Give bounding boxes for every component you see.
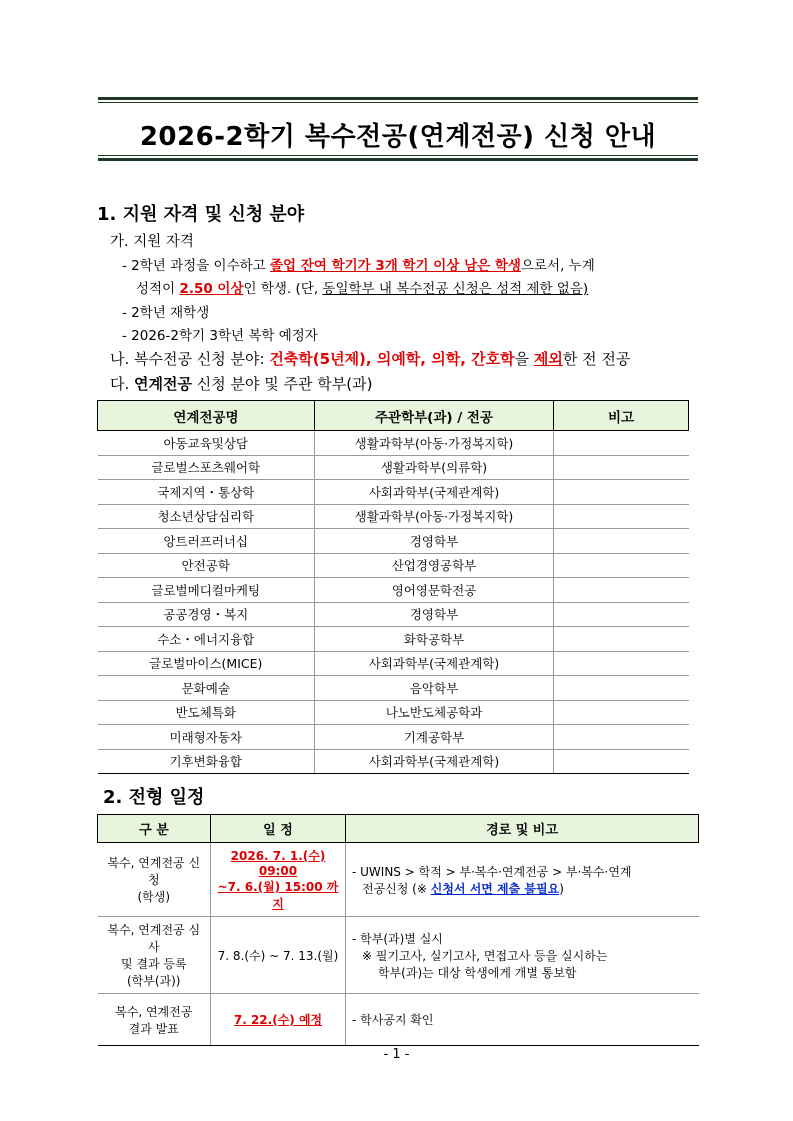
linked-major-cell: 공공경영・복지 <box>98 602 315 627</box>
header-route-note: 경로 및 비고 <box>346 815 699 843</box>
table-row <box>98 627 689 652</box>
category-line: 복수, 연계전공 <box>115 1004 193 1019</box>
table-row <box>98 917 699 994</box>
na-text-c: 을 <box>514 350 534 368</box>
schedule-table <box>97 814 699 1046</box>
note-line: 학부(과)는 대상 학생에게 개별 통보함 <box>378 965 577 980</box>
table-header-row <box>98 815 699 843</box>
linked-major-cell: 반도체특화 <box>98 700 315 725</box>
linked-major-cell: 청소년상담심리학 <box>98 504 315 529</box>
department-cell: 산업경영공학부 <box>315 553 554 578</box>
q1-text-f: 인 학생. (단, <box>243 281 323 297</box>
schedule-cell <box>211 994 346 1046</box>
department-cell: 영어영문학전공 <box>315 578 554 603</box>
title-bottom-rule <box>98 158 698 161</box>
schedule-end: ~7. 6.(월) 15:00 까지 <box>217 880 339 911</box>
category-cell <box>98 843 211 917</box>
header-department: 주관학부(과) / 전공 <box>315 401 554 431</box>
linked-major-cell: 미래형자동차 <box>98 725 315 750</box>
excluded-word: 제외 <box>533 350 563 368</box>
qualification-item-1 <box>122 254 595 274</box>
section2-heading: 2. 전형 일정 <box>103 787 205 808</box>
note-cell <box>554 725 689 750</box>
linked-major-cell: 글로벌메디컬마케팅 <box>98 578 315 603</box>
q1-text-d: 성적이 <box>136 281 180 297</box>
note-cell <box>554 578 689 603</box>
category-line: 및 결과 등록 <box>120 957 187 971</box>
header-schedule: 일 정 <box>211 815 346 843</box>
department-cell: 생활과학부(의류학) <box>315 455 554 480</box>
category-line: 결과 발표 <box>128 1021 179 1036</box>
table-row <box>98 455 689 480</box>
note-cell <box>554 627 689 652</box>
page-title: 2026-2학기 복수전공(연계전공) 신청 안내 <box>139 122 657 152</box>
category-cell <box>98 917 211 994</box>
table-row <box>98 553 689 578</box>
table-row <box>98 529 689 554</box>
note-line: - 학부(과)별 실시 <box>352 931 443 946</box>
na-text-a: 나. 복수전공 신청 분야: <box>110 350 270 368</box>
department-cell: 경영학부 <box>315 602 554 627</box>
section1-heading: 1. 지원 자격 및 신청 분야 <box>97 204 305 225</box>
department-cell: 화학공학부 <box>315 627 554 652</box>
linked-major-cell: 기후변화융합 <box>98 749 315 774</box>
table-row <box>98 578 689 603</box>
qualification-label: 가. 지원 자격 <box>110 234 194 250</box>
linked-major-heading <box>110 373 372 394</box>
da-linked: 연계전공 <box>134 375 192 393</box>
title-bottom-rule-thin <box>98 155 698 156</box>
department-cell: 사회과학부(국제관계학) <box>315 651 554 676</box>
da-text-a: 다. <box>110 375 135 393</box>
linked-major-cell: 글로벌스포츠웨어학 <box>98 455 315 480</box>
linked-major-table-body <box>98 431 689 774</box>
title-top-rule <box>98 97 698 100</box>
note-cell <box>554 676 689 701</box>
note-text: ) <box>559 881 564 896</box>
linked-major-table <box>97 400 689 774</box>
schedule-cell: 7. 8.(수) ~ 7. 13.(월) <box>211 917 346 994</box>
note-cell: - 학사공지 확인 <box>346 994 699 1046</box>
note-cell <box>554 749 689 774</box>
table-row <box>98 480 689 505</box>
department-cell: 생활과학부(아동·가정복지학) <box>315 504 554 529</box>
category-line: (학부(과)) <box>126 974 181 988</box>
department-cell: 나노반도체공학과 <box>315 700 554 725</box>
note-cell <box>346 917 699 994</box>
qualification-item-2: - 2학년 재학생 <box>122 305 210 321</box>
department-cell: 생활과학부(아동·가정복지학) <box>315 431 554 456</box>
q1-text-c: 으로서, 누계 <box>520 258 595 274</box>
note-line: ※ 필기고사, 실기고사, 면접고사 등을 실시하는 <box>362 948 608 963</box>
table-row <box>98 994 699 1046</box>
note-cell <box>554 480 689 505</box>
linked-major-cell: 안전공학 <box>98 553 315 578</box>
result-date: 7. 22.(수) 예정 <box>233 1013 323 1027</box>
note-cell <box>346 843 699 917</box>
department-cell: 사회과학부(국제관계학) <box>315 749 554 774</box>
q1-exception: 동일학부 내 복수전공 신청은 성적 제한 없음) <box>322 281 589 297</box>
linked-major-cell: 국제지역・통상학 <box>98 480 315 505</box>
excluded-majors: 건축학(5년제), 의예학, 의학, 간호학 <box>269 350 515 368</box>
category-line: (학생) <box>137 890 171 904</box>
table-row <box>98 749 689 774</box>
note-cell <box>554 553 689 578</box>
note-text: 전공신청 (※ <box>362 881 431 896</box>
note-line <box>352 880 693 897</box>
note-highlight: 신청서 서면 제출 불필요 <box>430 881 560 896</box>
schedule-start: 2026. 7. 1.(수) 09:00 <box>230 849 326 878</box>
category-cell <box>98 994 211 1046</box>
department-cell: 음악학부 <box>315 676 554 701</box>
note-cell <box>554 602 689 627</box>
note-line: - UWINS > 학적 > 부·복수·연계전공 > 부·복수·연계 <box>352 864 632 879</box>
title-top-rule-thin <box>98 102 698 103</box>
note-cell <box>554 651 689 676</box>
linked-major-cell: 글로벌마이스(MICE) <box>98 651 315 676</box>
double-major-fields <box>110 348 630 369</box>
table-row <box>98 676 689 701</box>
category-line: 복수, 연계전공 심사 <box>107 923 201 954</box>
note-cell <box>554 529 689 554</box>
table-row <box>98 504 689 529</box>
department-cell: 경영학부 <box>315 529 554 554</box>
table-row <box>98 602 689 627</box>
linked-major-cell: 문화예술 <box>98 676 315 701</box>
department-cell: 사회과학부(국제관계학) <box>315 480 554 505</box>
note-cell <box>554 455 689 480</box>
table-row <box>98 700 689 725</box>
qualification-item-3: - 2026-2학기 3학년 복학 예정자 <box>122 328 318 344</box>
table-row <box>98 431 689 456</box>
table-header-row <box>98 401 689 431</box>
header-category: 구 분 <box>98 815 211 843</box>
department-cell: 기계공학부 <box>315 725 554 750</box>
table-row <box>98 725 689 750</box>
na-text-e: 한 전 전공 <box>562 350 631 368</box>
q1-text-a: - 2학년 과정을 이수하고 <box>122 258 270 274</box>
schedule-cell <box>211 843 346 917</box>
q1-gpa: 2.50 이상 <box>179 281 244 297</box>
header-linked-major: 연계전공명 <box>98 401 315 431</box>
table-row <box>98 651 689 676</box>
linked-major-cell: 수소・에너지융합 <box>98 627 315 652</box>
table-row <box>98 843 699 917</box>
q1-highlight: 졸업 잔여 학기가 3개 학기 이상 남은 학생 <box>270 258 521 274</box>
qualification-item-1-cont <box>136 277 588 297</box>
note-cell <box>554 431 689 456</box>
da-text-c: 신청 분야 및 주관 학부(과) <box>192 375 373 393</box>
note-cell <box>554 504 689 529</box>
category-line: 복수, 연계전공 신청 <box>107 856 201 887</box>
header-note: 비고 <box>554 401 689 431</box>
linked-major-cell: 아동교육및상담 <box>98 431 315 456</box>
page-number: - 1 - <box>383 1047 410 1062</box>
note-cell <box>554 700 689 725</box>
linked-major-cell: 앙트러프러너십 <box>98 529 315 554</box>
